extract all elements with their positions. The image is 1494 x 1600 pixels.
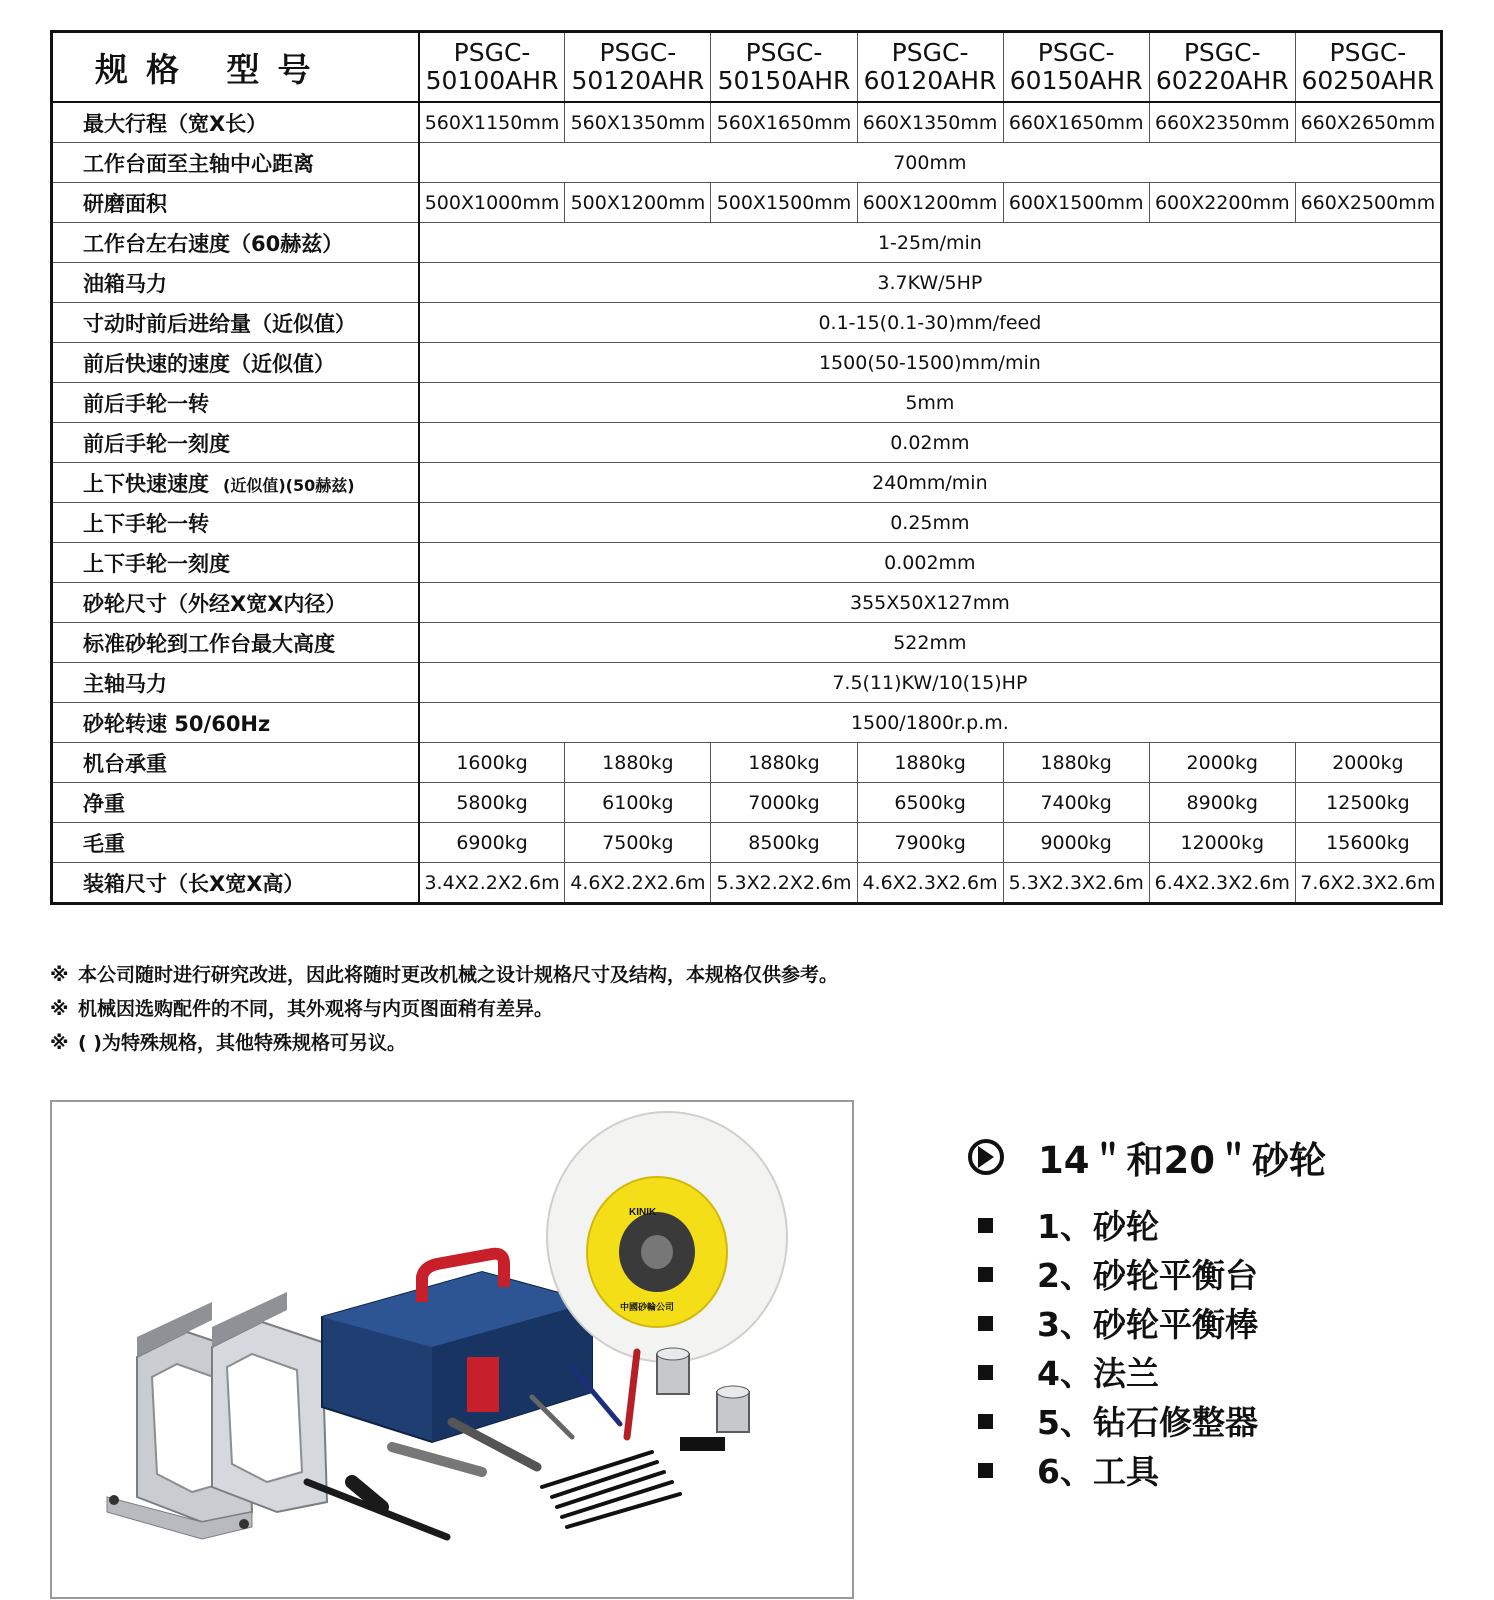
accessories-title [968, 1130, 1326, 1184]
row-label-text: 最大行程（宽X长） [83, 111, 268, 136]
table-cell: 4.6X2.3X2.6m [857, 863, 1003, 904]
list-item-label: 4、法兰 [1037, 1354, 1159, 1393]
model-code: 60120AHR [863, 66, 997, 95]
list-item-label: 2、砂轮平衡台 [1037, 1256, 1258, 1295]
row-label [52, 223, 419, 263]
table-row [52, 183, 1442, 223]
row-label [52, 623, 419, 663]
row-label-note: (近似值)(50赫兹) [223, 475, 355, 495]
table-cell: 7.6X2.3X2.6m [1295, 863, 1441, 904]
list-item-label: 3、砂轮平衡棒 [1037, 1305, 1258, 1344]
list-item-label: 6、工具 [1037, 1452, 1159, 1491]
table-cell-shared: 7.5(11)KW/10(15)HP [419, 663, 1442, 703]
table-cell-shared: 3.7KW/5HP [419, 263, 1442, 303]
table-row [52, 303, 1442, 343]
row-label-text: 毛重 [83, 831, 125, 856]
note-text: 本公司随时进行研究改进，因此将随时更改机械之设计规格尺寸及结构，本规格仅供参考。 [78, 964, 839, 986]
list-item-label: 5、钻石修整器 [1037, 1403, 1258, 1442]
spec-table [50, 30, 1443, 905]
row-label-text: 净重 [83, 791, 125, 816]
table-cell: 1880kg [1003, 743, 1149, 783]
square-bullet-icon [978, 1316, 993, 1331]
table-row [52, 543, 1442, 583]
row-label-text: 标准砂轮到工作台最大高度 [83, 631, 335, 656]
table-cell: 560X1150mm [419, 102, 565, 143]
table-cell: 2000kg [1295, 743, 1441, 783]
model-header [857, 32, 1003, 103]
model-header [1149, 32, 1295, 103]
table-cell-shared: 355X50X127mm [419, 583, 1442, 623]
model-code: 60220AHR [1155, 66, 1289, 95]
model-header [565, 32, 711, 103]
row-label-text: 研磨面积 [83, 191, 167, 216]
row-label-text: 前后手轮一刻度 [83, 431, 230, 456]
table-cell: 600X1500mm [1003, 183, 1149, 223]
header-label: 规格 型号 [52, 32, 419, 103]
table-cell: 560X1350mm [565, 102, 711, 143]
table-row [52, 383, 1442, 423]
list-item [978, 1447, 1258, 1496]
table-cell-shared: 0.1-15(0.1-30)mm/feed [419, 303, 1442, 343]
row-label [52, 463, 419, 503]
row-label [52, 102, 419, 143]
table-cell-shared: 700mm [419, 143, 1442, 183]
table-row [52, 743, 1442, 783]
model-prefix: PSGC- [745, 38, 823, 67]
row-label [52, 743, 419, 783]
table-header-row [52, 32, 1442, 103]
table-cell: 1880kg [565, 743, 711, 783]
row-label [52, 503, 419, 543]
table-cell: 500X1200mm [565, 183, 711, 223]
table-row [52, 823, 1442, 863]
model-code: 60150AHR [1009, 66, 1143, 95]
row-label-text: 机台承重 [83, 751, 167, 776]
notes-section [50, 958, 838, 1060]
square-bullet-icon [978, 1365, 993, 1380]
row-label [52, 383, 419, 423]
table-row [52, 783, 1442, 823]
grinding-wheel-icon [547, 1112, 787, 1362]
table-row [52, 503, 1442, 543]
row-label-text: 上下快速速度 [83, 471, 209, 496]
row-label-text: 砂轮尺寸（外经X宽X内径） [83, 591, 347, 616]
list-item [978, 1349, 1258, 1398]
table-cell: 9000kg [1003, 823, 1149, 863]
row-label [52, 183, 419, 223]
table-cell: 5800kg [419, 783, 565, 823]
model-prefix: PSGC- [1183, 38, 1261, 67]
list-item [978, 1251, 1258, 1300]
square-bullet-icon [978, 1218, 993, 1233]
row-label [52, 343, 419, 383]
table-cell-shared: 0.02mm [419, 423, 1442, 463]
model-prefix: PSGC- [453, 38, 531, 67]
table-cell-shared: 1500/1800r.p.m. [419, 703, 1442, 743]
row-label [52, 543, 419, 583]
row-label-text: 上下手轮一转 [83, 511, 209, 536]
table-row [52, 343, 1442, 383]
row-label [52, 303, 419, 343]
table-cell: 1880kg [711, 743, 857, 783]
table-cell-shared: 1-25m/min [419, 223, 1442, 263]
table-row [52, 102, 1442, 143]
table-cell-shared: 1500(50-1500)mm/min [419, 343, 1442, 383]
model-header [1295, 32, 1441, 103]
model-header [711, 32, 857, 103]
table-cell: 600X2200mm [1149, 183, 1295, 223]
table-cell-shared: 522mm [419, 623, 1442, 663]
row-label [52, 583, 419, 623]
table-cell: 6500kg [857, 783, 1003, 823]
note-text: 机械因选购配件的不同，其外观将与内页图面稍有差异。 [78, 998, 554, 1020]
table-row [52, 423, 1442, 463]
model-prefix: PSGC- [599, 38, 677, 67]
grease-can-icon [657, 1348, 749, 1451]
balancing-stand-icon [107, 1292, 327, 1539]
wheel-maker-label: 中國砂輪公司 [620, 1303, 675, 1313]
table-cell: 5.3X2.3X2.6m [1003, 863, 1149, 904]
table-cell: 2000kg [1149, 743, 1295, 783]
row-label-text: 前后快速的速度（近似值） [83, 351, 335, 376]
table-cell: 3.4X2.2X2.6m [419, 863, 565, 904]
row-label [52, 783, 419, 823]
table-row [52, 263, 1442, 303]
table-cell: 8900kg [1149, 783, 1295, 823]
row-label [52, 263, 419, 303]
note-line [50, 992, 838, 1026]
table-cell: 6.4X2.3X2.6m [1149, 863, 1295, 904]
table-cell: 500X1000mm [419, 183, 565, 223]
table-cell: 7900kg [857, 823, 1003, 863]
square-bullet-icon [978, 1414, 993, 1429]
row-label [52, 663, 419, 703]
table-cell: 660X2500mm [1295, 183, 1441, 223]
table-row [52, 143, 1442, 183]
table-cell: 560X1650mm [711, 102, 857, 143]
list-item-label: 1、砂轮 [1037, 1207, 1159, 1246]
table-cell: 7000kg [711, 783, 857, 823]
table-cell: 7400kg [1003, 783, 1149, 823]
note-mark: ※ [50, 998, 69, 1020]
table-cell: 6900kg [419, 823, 565, 863]
table-cell: 660X2350mm [1149, 102, 1295, 143]
accessories-illustration [52, 1102, 852, 1597]
table-cell: 600X1200mm [857, 183, 1003, 223]
row-label-text: 工作台左右速度（60赫兹） [83, 231, 344, 256]
table-cell: 7500kg [565, 823, 711, 863]
model-prefix: PSGC- [891, 38, 969, 67]
accessories-list [978, 1202, 1258, 1496]
model-code: 50150AHR [717, 66, 851, 95]
table-cell-shared: 0.25mm [419, 503, 1442, 543]
table-row [52, 703, 1442, 743]
row-label [52, 703, 419, 743]
table-cell-shared: 0.002mm [419, 543, 1442, 583]
table-row [52, 663, 1442, 703]
model-code: 60250AHR [1301, 66, 1435, 95]
row-label-text: 上下手轮一刻度 [83, 551, 230, 576]
table-row [52, 583, 1442, 623]
square-bullet-icon [978, 1463, 993, 1478]
row-label-text: 前后手轮一转 [83, 391, 209, 416]
row-label [52, 863, 419, 904]
table-cell: 660X1650mm [1003, 102, 1149, 143]
table-row [52, 863, 1442, 904]
square-bullet-icon [978, 1267, 993, 1282]
row-label-text: 工作台面至主轴中心距离 [83, 151, 314, 176]
table-row [52, 463, 1442, 503]
note-text: ( )为特殊规格，其他特殊规格可另议。 [78, 1032, 406, 1054]
table-cell: 1600kg [419, 743, 565, 783]
table-cell: 660X2650mm [1295, 102, 1441, 143]
model-header [419, 32, 565, 103]
note-mark: ※ [50, 964, 69, 986]
table-cell: 500X1500mm [711, 183, 857, 223]
note-mark: ※ [50, 1032, 69, 1054]
row-label-text: 砂轮转速 50/60Hz [83, 711, 271, 736]
table-row [52, 623, 1442, 663]
accessories-title-text: 14＂和20＂砂轮 [1038, 1139, 1326, 1182]
note-line [50, 958, 838, 992]
model-code: 50120AHR [571, 66, 705, 95]
list-item [978, 1300, 1258, 1349]
table-cell: 660X1350mm [857, 102, 1003, 143]
row-label [52, 823, 419, 863]
wheel-brand-label: KINIK [629, 1207, 657, 1218]
table-cell-shared: 240mm/min [419, 463, 1442, 503]
arrow-circle-icon [968, 1139, 1004, 1175]
table-cell: 8500kg [711, 823, 857, 863]
note-line [50, 1026, 838, 1060]
model-prefix: PSGC- [1329, 38, 1407, 67]
table-row [52, 223, 1442, 263]
accessories-photo [50, 1100, 854, 1599]
row-label [52, 143, 419, 183]
table-body [52, 102, 1442, 904]
table-cell: 12500kg [1295, 783, 1441, 823]
table-cell: 5.3X2.2X2.6m [711, 863, 857, 904]
row-label [52, 423, 419, 463]
row-label-text: 主轴马力 [83, 671, 167, 696]
table-cell: 12000kg [1149, 823, 1295, 863]
list-item [978, 1202, 1258, 1251]
table-cell-shared: 5mm [419, 383, 1442, 423]
row-label-text: 油箱马力 [83, 271, 167, 296]
model-header [1003, 32, 1149, 103]
model-code: 50100AHR [425, 66, 559, 95]
row-label-text: 装箱尺寸（长X宽X高） [83, 871, 305, 896]
list-item [978, 1398, 1258, 1447]
table-cell: 1880kg [857, 743, 1003, 783]
model-prefix: PSGC- [1037, 38, 1115, 67]
table-cell: 4.6X2.2X2.6m [565, 863, 711, 904]
row-label-text: 寸动时前后进给量（近似值） [83, 311, 356, 336]
table-cell: 15600kg [1295, 823, 1441, 863]
table-cell: 6100kg [565, 783, 711, 823]
